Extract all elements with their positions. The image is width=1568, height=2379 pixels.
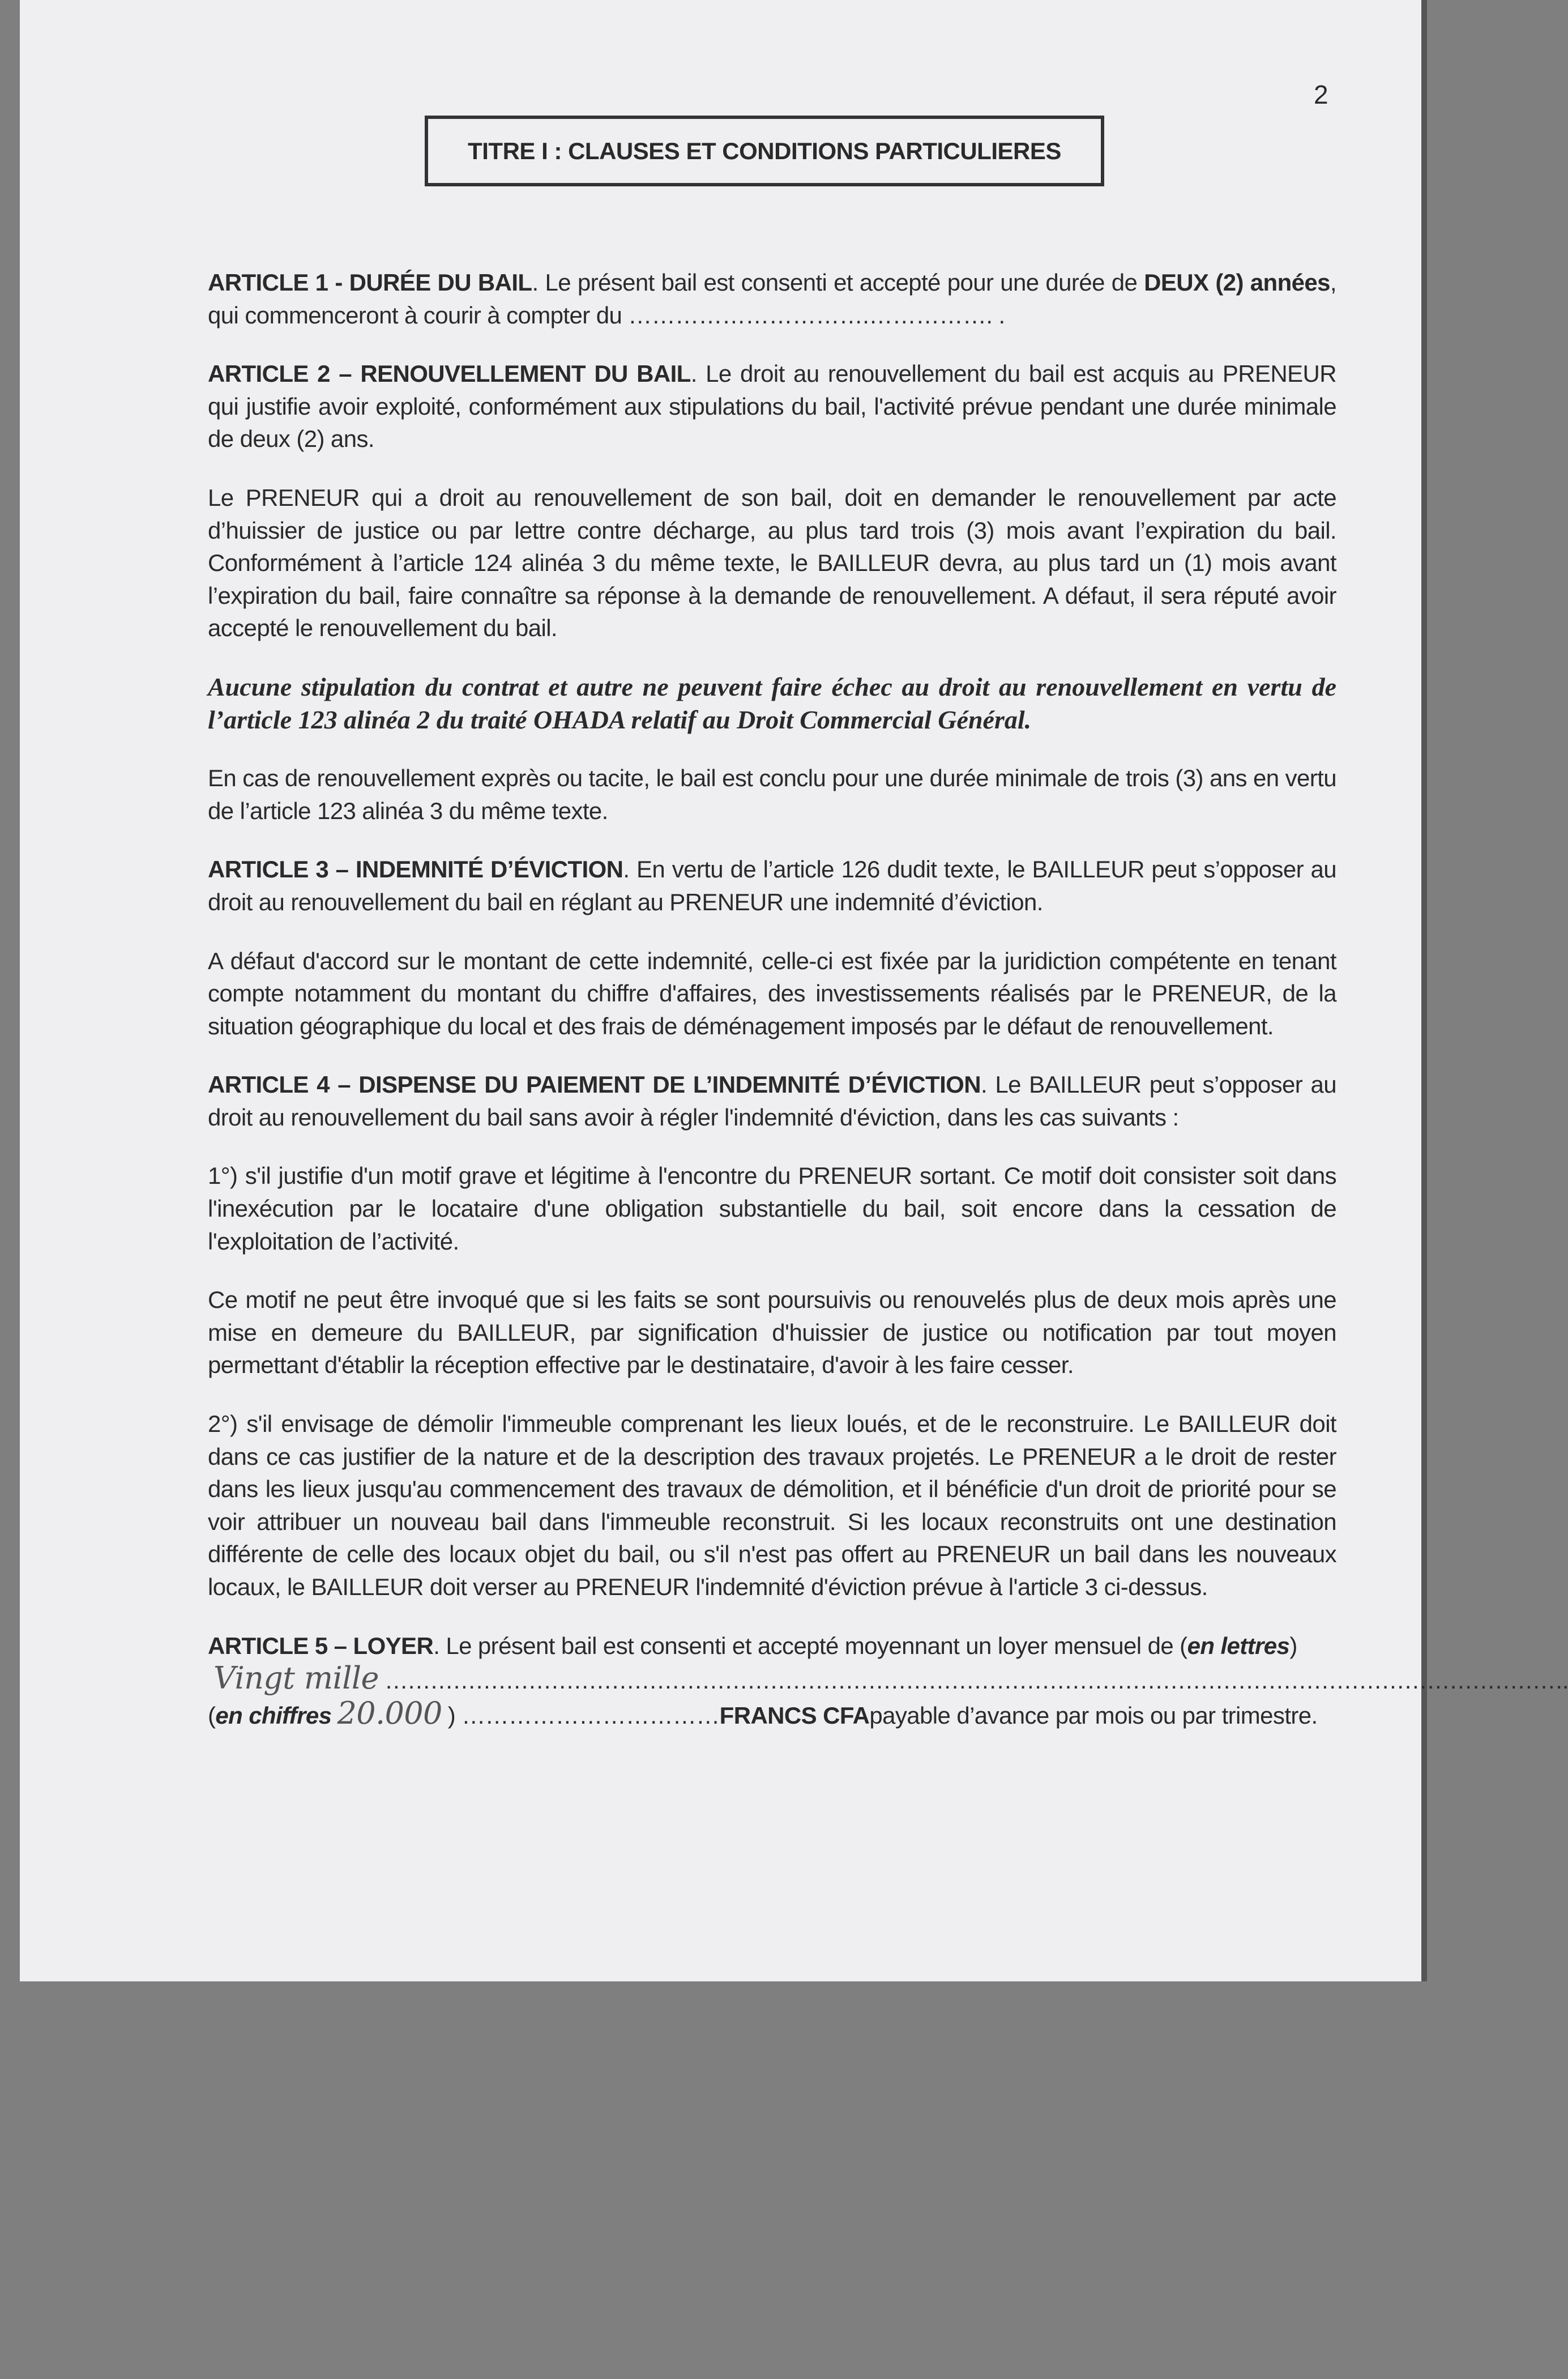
paragraph: Le PRENEUR qui a droit au renouvellement de son bail, doit en demander le renouvellement par acte d’huissier de justice ou par lettre contre décharge, au plus tard trois (3) mois avant l’expiration du bail. Conformément à l’article 124 alinéa 3 du même texte, le BAILLEUR devra, au plus tard un (1) mois avant l’expiration du bail, faire connaître sa réponse à la demande de renouvellement. A défaut, il sera réputé avoir accepté le renouvellement du bail. (208, 484, 1336, 642)
paragraph: 2°) s'il envisage de démolir l'immeuble comprenant les lieux loués, et de le reconstruire. Le BAILLEUR doit dans ce cas justifier de la nature et de la description des travaux projetés. Le PRENEUR a le droit de rester dans les lieux jusqu'au commencement des travaux de démolition, et il bénéficie d'un droit de priorité pour se voir attribuer un nouveau bail dans l'immeuble reconstruit. Si les locaux reconstruits ont une destination différente de celle des locaux objet du bail, ou s'il n'est pas offert au PRENEUR un bail dans les nouveaux locaux, le BAILLEUR doit verser au PRENEUR l'indemnité d'éviction prévue à l'article 3 ci-dessus. (208, 1410, 1336, 1600)
article-5 (208, 1630, 1568, 1732)
article-2 (208, 357, 1336, 455)
article-2-heading: ARTICLE 2 – RENOUVELLEMENT DU BAIL (208, 360, 691, 387)
text: . Le droit au renouvellement du bail est acquis au PRENEUR qui justifie avoir exploité, conformément aux stipulations du bail, l'activité prévue pendant une durée minimale de deux (2) ans. (208, 360, 1336, 453)
text: . Le présent bail est consenti et accepté pour une durée de (532, 269, 1144, 296)
title: TITRE I : CLAUSES ET CONDITIONS PARTICULIERES (468, 137, 1061, 164)
text: . En vertu de l’article 126 dudit texte, le BAILLEUR peut s’opposer au droit au renouvellement du bail en réglant au PRENEUR une indemnité d’éviction. (208, 856, 1337, 915)
article-3-heading: ARTICLE 3 – INDEMNITÉ D’ÉVICTION (208, 856, 623, 883)
article-1-heading: ARTICLE 1 - DURÉE DU BAIL (208, 269, 532, 296)
paragraph: 1°) s'il justifie d'un motif grave et légitime à l'encontre du PRENEUR sortant. Ce motif doit consister soit dans l'inexécution par le locataire d'une obligation substantielle du bail, soit encore dans la cessation de l'exploitation de l’activité. (208, 1162, 1336, 1255)
amount-figures-line: ( en chiffres 20.000 ) …………………………… FRANCS CFA payable d’avance par mois ou par trimestre. (208, 1695, 1318, 1731)
amount-words-line (208, 1660, 1568, 1697)
currency: FRANCS CFA (719, 1702, 870, 1729)
paragraph: Ce motif ne peut être invoqué que si les faits se sont poursuivis ou renouvelés plus de deux mois après une mise en demeure du BAILLEUR, par signification d'huissier de justice ou notification par tout moyen permettant d'établir la réception effective par le destinataire, d'avoir à les faire cesser. (208, 1286, 1336, 1379)
amount-figures-field: ) …………………………… (447, 1702, 720, 1729)
article-5-heading: ARTICLE 5 – LOYER (208, 1632, 434, 1659)
text: payable d’avance par mois ou par trimestre. (869, 1702, 1318, 1729)
title-box (425, 116, 1104, 186)
en-lettres: en lettres (1187, 1632, 1290, 1659)
amount-words-field: …………………………………………………………………………………………………………………………………………. (384, 1667, 1568, 1694)
handwritten-figures: 20.000 (337, 1695, 442, 1731)
article-1 (208, 266, 1336, 331)
paragraph: A défaut d'accord sur le montant de cette indemnité, celle-ci est fixée par la juridiction compétente en tenant compte notamment du montant du chiffre d'affaires, des investissements réalisés par le PRENEUR, de la situation géographique du local et des frais de déménagement imposés par le défaut de renouvellement. (208, 947, 1336, 1039)
article-4 (208, 1068, 1336, 1133)
page-number: 2 (1314, 80, 1328, 109)
text: . Le présent bail est consenti et accepté moyennant un loyer mensuel de ( (433, 1632, 1187, 1659)
text: ) (1289, 1632, 1297, 1659)
en-chiffres: en chiffres (215, 1702, 332, 1729)
duration: DEUX (2) années (1144, 269, 1330, 296)
document-body (208, 266, 1568, 1758)
article-4-heading: ARTICLE 4 – DISPENSE DU PAIEMENT DE L’INDEMNITÉ D’ÉVICTION (208, 1071, 981, 1098)
emphasis-paragraph: Aucune stipulation du contrat et autre ne peuvent faire échec au droit au renouvellement en vertu de l’article 123 alinéa 2 du traité OHADA relatif au Droit Commercial Général. (208, 672, 1336, 734)
text: , qui commenceront à courir à compter du ………………………….……………. . (208, 269, 1336, 329)
handwritten-words: Vingt mille (213, 1660, 379, 1696)
paragraph: En cas de renouvellement exprès ou tacite, le bail est conclu pour une durée minimale de trois (3) ans en vertu de l’article 123 alinéa 3 du même texte. (208, 765, 1336, 824)
article-3 (208, 853, 1336, 918)
text: . Le BAILLEUR peut s’opposer au droit au renouvellement du bail sans avoir à régler l'indemnité d'éviction, dans les cas suivants : (208, 1071, 1336, 1131)
